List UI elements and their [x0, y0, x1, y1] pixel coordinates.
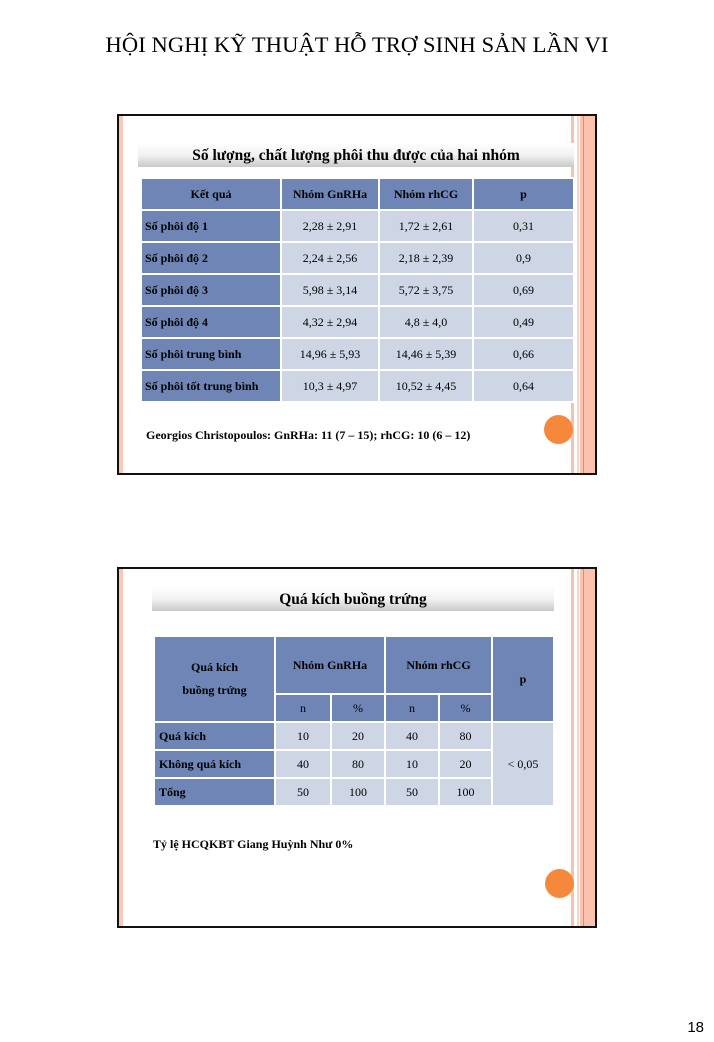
- column-header: Nhóm GnRHa: [281, 178, 379, 210]
- row-label: Số phôi độ 2: [141, 242, 281, 274]
- column-header: Kết quả: [141, 178, 281, 210]
- table-row: [141, 306, 574, 338]
- table-cell: 0,9: [473, 242, 574, 274]
- subheader-percent: %: [331, 694, 385, 722]
- slide-left-accent: [119, 116, 123, 473]
- table-row: [141, 210, 574, 242]
- ohss-table: [153, 635, 555, 807]
- group-header-gnrha: Nhóm GnRHa: [275, 636, 385, 694]
- table-cell: 50: [385, 778, 439, 806]
- table-cell: 10,3 ± 4,97: [281, 370, 379, 402]
- table-row: [141, 242, 574, 274]
- column-header: Nhóm rhCG: [379, 178, 473, 210]
- slide-embryo-quality: [117, 114, 597, 475]
- table-cell: 100: [331, 778, 385, 806]
- table-cell: 0,69: [473, 274, 574, 306]
- table-cell: 2,28 ± 2,91: [281, 210, 379, 242]
- subheader-n: n: [385, 694, 439, 722]
- orange-dot-icon: [545, 869, 574, 898]
- slide-right-decoration: [571, 569, 595, 926]
- table-cell: 50: [275, 778, 331, 806]
- table-cell: 80: [439, 722, 492, 750]
- table-cell: 10: [385, 750, 439, 778]
- table-cell: 5,72 ± 3,75: [379, 274, 473, 306]
- row-label: Không quá kích: [154, 750, 275, 778]
- slide-note: Georgios Christopoulos: GnRHa: 11 (7 – 15); rhCG: 10 (6 – 12): [146, 428, 471, 442]
- table-header-row: [141, 178, 574, 210]
- row-label: Số phôi trung bình: [141, 338, 281, 370]
- table-cell: 0,66: [473, 338, 574, 370]
- table-cell: 20: [331, 722, 385, 750]
- table-cell: 40: [385, 722, 439, 750]
- row-label: Số phôi độ 1: [141, 210, 281, 242]
- table-cell: 10: [275, 722, 331, 750]
- row-label: Tổng: [154, 778, 275, 806]
- row-label: Số phôi tốt trung bình: [141, 370, 281, 402]
- p-value-cell: < 0,05: [492, 722, 554, 806]
- table-cell: 4,8 ± 4,0: [379, 306, 473, 338]
- table-cell: 0,49: [473, 306, 574, 338]
- slide-title: Quá kích buồng trứng: [152, 587, 554, 611]
- slide-ovarian-hyperstimulation: [117, 567, 597, 928]
- orange-dot-icon: [544, 415, 573, 444]
- subheader-percent: %: [439, 694, 492, 722]
- slide-left-accent: [119, 569, 123, 926]
- row-header-line2: buồng trứng: [182, 683, 247, 697]
- row-header-line1: Quá kích: [190, 660, 238, 674]
- row-label: Số phôi độ 4: [141, 306, 281, 338]
- row-label: Quá kích: [154, 722, 275, 750]
- table-cell: 100: [439, 778, 492, 806]
- table-row: [141, 274, 574, 306]
- row-label: Số phôi độ 3: [141, 274, 281, 306]
- table-cell: 4,32 ± 2,94: [281, 306, 379, 338]
- table-row: [154, 722, 554, 750]
- column-header: p: [473, 178, 574, 210]
- table-row: [141, 370, 574, 402]
- table-cell: 10,52 ± 4,45: [379, 370, 473, 402]
- table-cell: 2,24 ± 2,56: [281, 242, 379, 274]
- embryo-quality-table: [140, 177, 575, 403]
- table-row: [141, 338, 574, 370]
- table-cell: 14,46 ± 5,39: [379, 338, 473, 370]
- slide-note: Tỷ lệ HCQKBT Giang Huỳnh Như 0%: [153, 837, 354, 851]
- table-cell: 14,96 ± 5,93: [281, 338, 379, 370]
- table-header-row: [154, 636, 554, 694]
- slide-title: Số lượng, chất lượng phôi thu được của hai nhóm: [138, 143, 574, 167]
- subheader-n: n: [275, 694, 331, 722]
- table-cell: 0,64: [473, 370, 574, 402]
- document-header: HỘI NGHỊ KỸ THUẬT HỖ TRỢ SINH SẢN LẦN VI: [105, 32, 609, 57]
- table-cell: 40: [275, 750, 331, 778]
- p-header: p: [492, 636, 554, 722]
- table-cell: 80: [331, 750, 385, 778]
- page-number: 18: [687, 1019, 704, 1036]
- table-cell: 2,18 ± 2,39: [379, 242, 473, 274]
- table-cell: 5,98 ± 3,14: [281, 274, 379, 306]
- table-cell: 1,72 ± 2,61: [379, 210, 473, 242]
- table-cell: 0,31: [473, 210, 574, 242]
- row-header-cell: [154, 636, 275, 722]
- table-cell: 20: [439, 750, 492, 778]
- group-header-rhcg: Nhóm rhCG: [385, 636, 492, 694]
